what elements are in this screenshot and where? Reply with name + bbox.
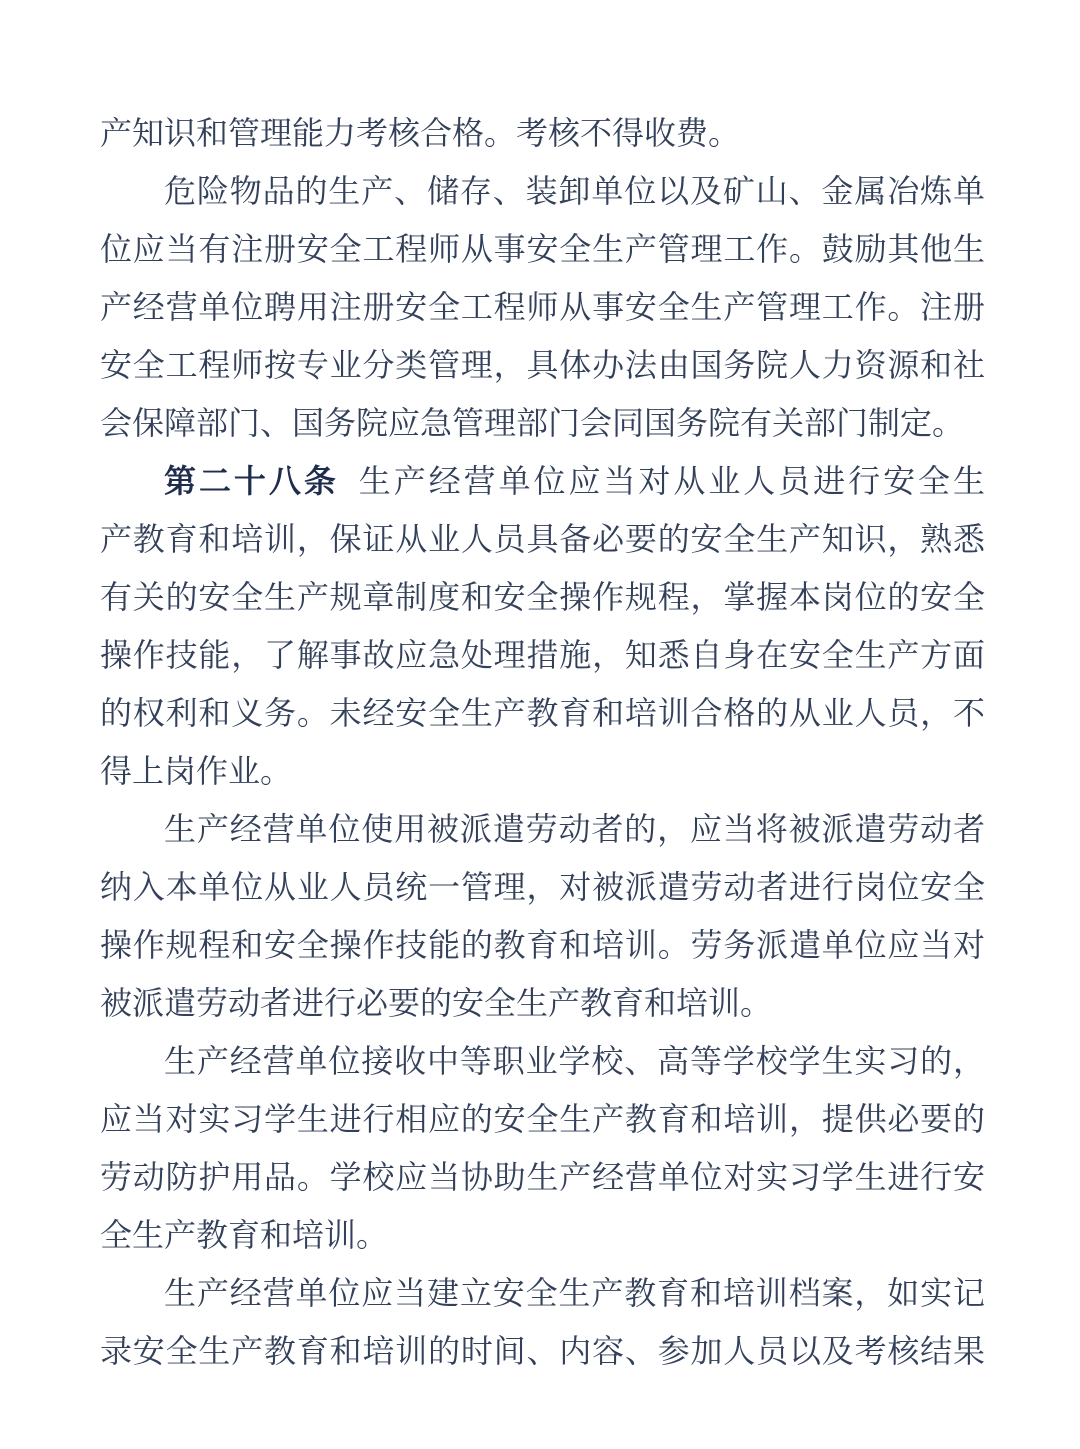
text-line: 操作规程和安全操作技能的教育和培训。劳务派遣单位应当对: [100, 927, 985, 963]
paragraph: [100, 1032, 985, 1264]
text-line: 位应当有注册安全工程师从事安全生产管理工作。鼓励其他生: [100, 231, 985, 267]
text-line: 被派遣劳动者进行必要的安全生产教育和培训。: [100, 985, 773, 1021]
text-line: 生产经营单位接收中等职业学校、高等学校学生实习的，: [164, 1043, 985, 1079]
document-text: [100, 104, 985, 1380]
text-line: 得上岗作业。: [100, 753, 293, 789]
text-line: 会保障部门、国务院应急管理部门会同国务院有关部门制定。: [100, 405, 965, 441]
text-line-content: 生产经营单位应当对从业人员进行安全生: [358, 463, 985, 499]
text-line: 产知识和管理能力考核合格。考核不得收费。: [100, 115, 741, 151]
text-line: 产教育和培训，保证从业人员具备必要的安全生产知识，熟悉: [100, 521, 985, 557]
text-line: 全生产教育和培训。: [100, 1217, 389, 1253]
text-line: 操作技能，了解事故应急处理措施，知悉自身在安全生产方面: [100, 637, 985, 673]
paragraph: [100, 1264, 985, 1380]
article-number-heading: 第二十八条: [164, 463, 339, 499]
paragraph: [100, 452, 985, 800]
text-line: 有关的安全生产规章制度和安全操作规程，掌握本岗位的安全: [100, 579, 985, 615]
text-line: 生产经营单位应当建立安全生产教育和培训档案，如实记: [164, 1275, 985, 1311]
text-line: 生产经营单位使用被派遣劳动者的，应当将被派遣劳动者: [164, 811, 985, 847]
paragraph: [100, 104, 985, 162]
text-line: 的权利和义务。未经安全生产教育和培训合格的从业人员，不: [100, 695, 985, 731]
text-line: 纳入本单位从业人员统一管理，对被派遣劳动者进行岗位安全: [100, 869, 985, 905]
text-line: 安全工程师按专业分类管理，具体办法由国务院人力资源和社: [100, 347, 985, 383]
paragraph: [100, 162, 985, 452]
text-line: 应当对实习学生进行相应的安全生产教育和培训，提供必要的: [100, 1101, 985, 1137]
text-line: 劳动防护用品。学校应当协助生产经营单位对实习学生进行安: [100, 1159, 985, 1195]
text-line: 产经营单位聘用注册安全工程师从事安全生产管理工作。注册: [100, 289, 985, 325]
paragraph: [100, 800, 985, 1032]
text-line: 危险物品的生产、储存、装卸单位以及矿山、金属冶炼单: [164, 173, 985, 209]
text-line: [100, 452, 985, 510]
text-line: 录安全生产教育和培训的时间、内容、参加人员以及考核结果: [100, 1333, 985, 1369]
